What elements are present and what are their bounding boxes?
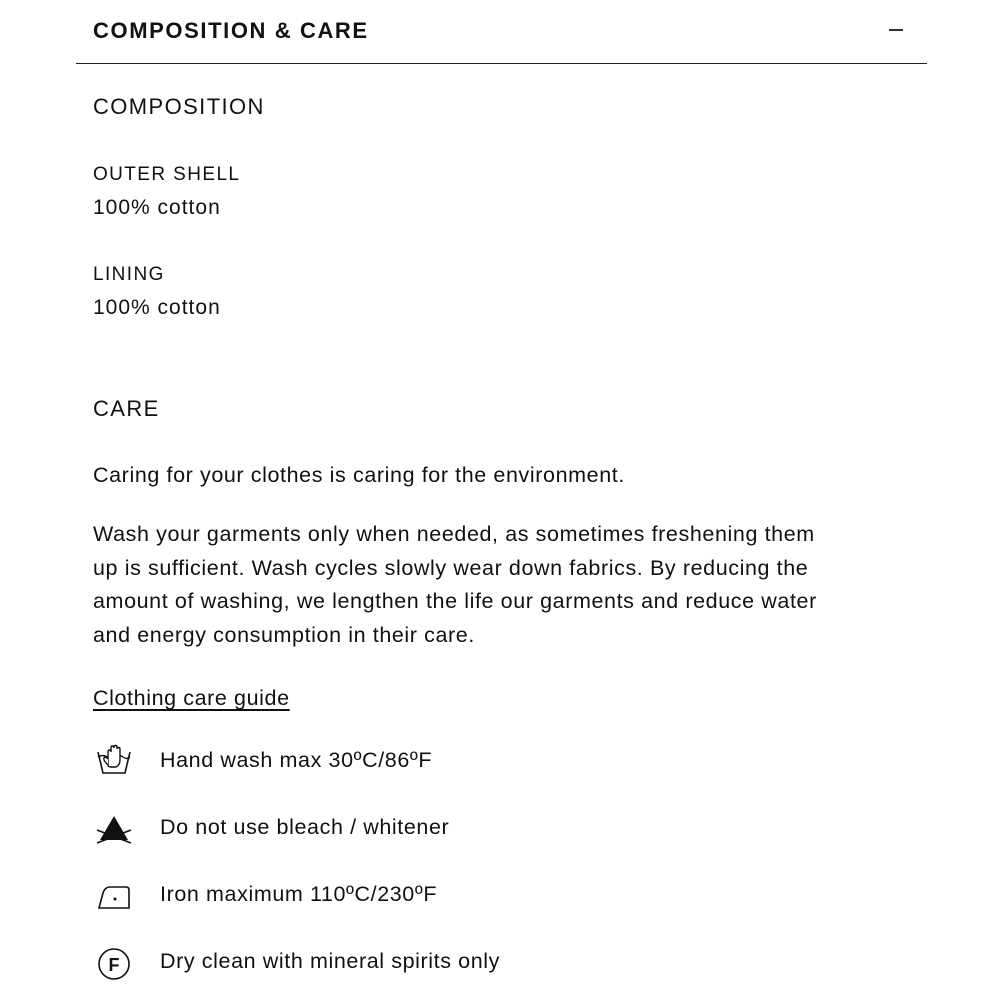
dry-clean-f-icon — [96, 944, 132, 980]
care-instruction-text: Iron maximum 110ºC/230ºF — [160, 882, 438, 906]
care-instruction-text: Do not use bleach / whitener — [160, 815, 450, 839]
care-instruction-row — [93, 810, 793, 846]
care-body-line: and energy consumption in their care. — [93, 622, 475, 647]
composition-value-lining: 100% cotton — [93, 296, 221, 319]
care-heading: CARE — [93, 396, 160, 421]
hand-wash-icon — [96, 743, 132, 779]
clothing-care-guide-link[interactable]: Clothing care guide — [93, 686, 290, 710]
composition-label-lining: LINING — [93, 264, 165, 285]
iron-low-icon — [96, 877, 132, 913]
care-intro: Caring for your clothes is caring for the environment. — [93, 463, 625, 487]
care-body-line: up is sufficient. Wash cycles slowly wear down fabrics. By reducing the — [93, 555, 809, 580]
minus-icon[interactable] — [887, 18, 907, 42]
care-instruction-row — [93, 877, 793, 913]
care-body — [93, 518, 903, 652]
composition-label-outer-shell: OUTER SHELL — [93, 164, 241, 185]
accordion-header[interactable] — [76, 0, 927, 64]
dry-clean-letter: F — [108, 955, 120, 975]
care-body-line: Wash your garments only when needed, as sometimes freshening them — [93, 522, 815, 546]
no-bleach-icon — [96, 810, 132, 846]
care-instruction-row — [93, 743, 793, 779]
composition-value-outer-shell: 100% cotton — [93, 196, 221, 219]
composition-heading: COMPOSITION — [93, 94, 265, 119]
care-instruction-row — [93, 944, 793, 980]
care-body-line: amount of washing, we lengthen the life our garments and reduce water — [93, 589, 817, 613]
accordion-title: COMPOSITION & CARE — [93, 18, 369, 43]
care-instruction-text: Dry clean with mineral spirits only — [160, 949, 501, 973]
care-instruction-text: Hand wash max 30ºC/86ºF — [160, 748, 433, 772]
